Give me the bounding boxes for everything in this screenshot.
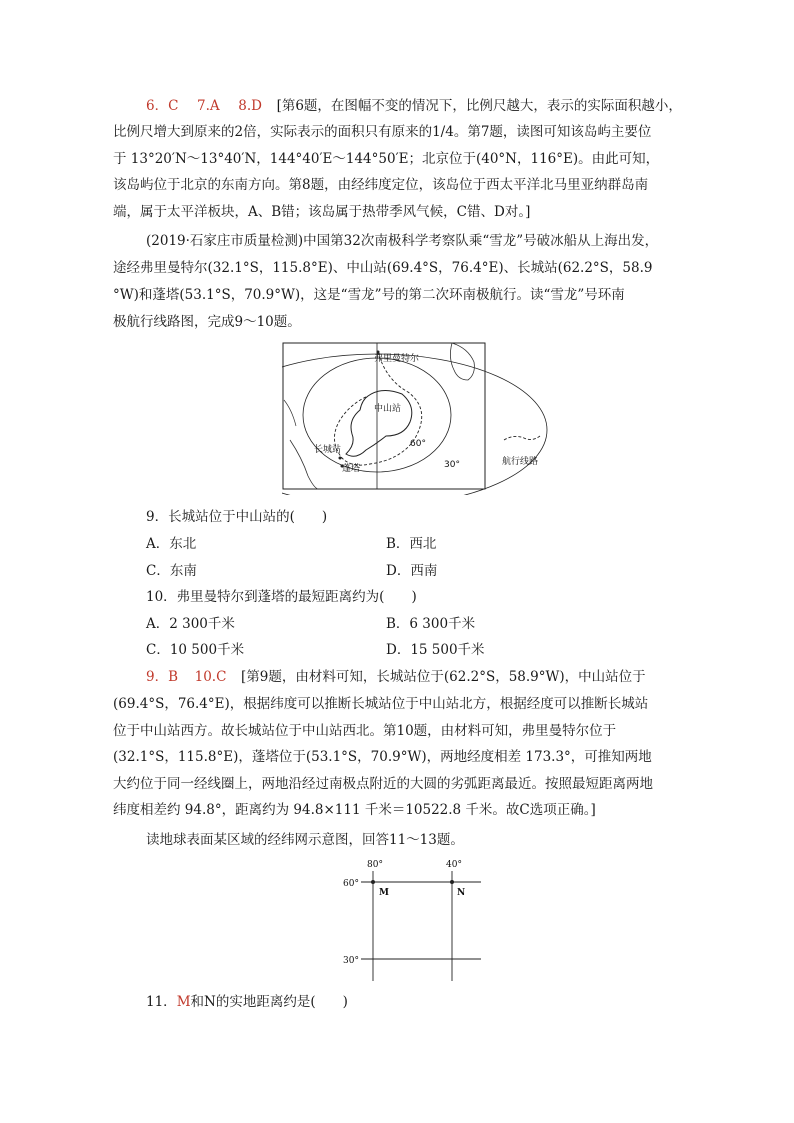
lon-80-label: 80°	[367, 860, 383, 870]
lat-60-label: 60°	[343, 879, 359, 889]
answer-7: 7.A	[197, 98, 220, 114]
answer-8: 8.D	[238, 98, 262, 114]
lon-40-label: 40°	[446, 860, 462, 870]
lat-60-label: 60°	[410, 439, 426, 449]
explanation-line: 端，属于太平洋板块，A、B错；该岛属于热带季风气候，C错、D对。]	[113, 204, 531, 220]
explanation-line: (32.1°S，115.8°E)，蓬塔位于(53.1°S，70.9°W)，两地经度相差 173.3°，可推知两地	[113, 749, 652, 765]
answer-block-6-8-line1	[146, 96, 682, 116]
intro-line: (2019·石家庄市质量检测)中国第32次南极科学考察队乘“雪龙”号破冰船从上海出发，	[146, 233, 659, 249]
q10-option-b: B．6 300千米	[386, 616, 476, 632]
q11-number: 11．	[146, 994, 177, 1010]
fremantle-label: 弗里曼特尔	[374, 354, 420, 364]
lat-long-grid-diagram	[335, 857, 495, 987]
explanation-line: 大约位于同一经线圈上，两地沿经过南极点附近的大圆的劣弧距离最近。按照最短距离两地	[113, 776, 653, 792]
intro-line: 极航行线路图，完成9～10题。	[113, 314, 301, 330]
intro-line: 途经弗里曼特尔(32.1°S，115.8°E)、中山站(69.4°S，76.4°E)、长城站(62.2°S，58.9	[113, 260, 653, 276]
q10-option-a: A．2 300千米	[146, 616, 235, 632]
q11-text: 和N的实地距离约是( )	[190, 994, 348, 1010]
explanation-line: 位于中山站西方。故长城站位于中山站西北。第10题，由材料可知，弗里曼特尔位于	[113, 723, 617, 739]
explanation-text: [第9题，由材料可知，长城站位于(62.2°S，58.9°W)，中山站位于	[241, 669, 646, 685]
answer-6: 6．C	[146, 98, 179, 114]
changcheng-label: 长城站	[314, 445, 342, 455]
answer-10: 10.C	[194, 669, 227, 685]
legend-route-label: 航行线路	[502, 457, 539, 467]
point-m	[371, 880, 375, 884]
n-label: N	[457, 888, 466, 898]
explanation-line: 于 13°20′N～13°40′N，144°40′E～144°50′E；北京位于(40°N，116°E)。由此可知，	[113, 151, 660, 167]
q9-option-d: D．西南	[386, 563, 438, 579]
punta-label: 蓬塔	[342, 464, 361, 474]
q10-option-c: C．10 500千米	[146, 642, 245, 658]
q9-option-a: A．东北	[146, 536, 197, 552]
q10-option-d: D．15 500千米	[386, 642, 485, 658]
explanation-text: [第6题，在图幅不变的情况下，比例尺越大，表示的实际面积越小，	[276, 98, 682, 114]
explanation-line: (69.4°S，76.4°E)，根据纬度可以推断长城站位于中山站北方，根据经度可以推断长城站	[113, 696, 649, 712]
point-n	[450, 880, 454, 884]
explanation-line: 纬度相差约 94.8°，距离约为 94.8×111 千米＝10522.8 千米。故C选项正确。]	[113, 802, 596, 818]
legend-route-symbol	[504, 436, 540, 440]
m-label: M	[379, 888, 389, 898]
q9-option-b: B．西北	[386, 536, 437, 552]
question-10-stem: 10．弗里曼特尔到蓬塔的最短距离约为( )	[146, 589, 417, 605]
q9-option-c: C．东南	[146, 563, 197, 579]
answer-9: 9．B	[146, 669, 179, 685]
intro-line: °W)和蓬塔(53.1°S，70.9°W)，这是“雪龙”号的第二次环南极航行。读“雪龙”号环南	[113, 287, 625, 303]
lat-30-label: 30°	[444, 460, 460, 470]
intro-11-13: 读地球表面某区域的经纬网示意图，回答11～13题。	[146, 832, 464, 848]
antarctic-route-map	[282, 340, 582, 495]
q11-m: M	[176, 994, 191, 1010]
explanation-line: 比例尺增大到原来的2倍，实际表示的面积只有原来的1/4。第7题，读图可知该岛屿主要位	[113, 124, 652, 140]
explanation-line: 该岛屿位于北京的东南方向。第8题，由经纬度定位，该岛位于西太平洋北马里亚纳群岛南	[113, 177, 649, 193]
zhongshan-label: 中山站	[374, 404, 402, 414]
answer-block-9-10-line1	[146, 667, 646, 687]
question-9-stem: 9．长城站位于中山站的( )	[146, 509, 328, 525]
question-11-stem	[146, 992, 348, 1012]
lat-30-label: 30°	[343, 956, 359, 966]
